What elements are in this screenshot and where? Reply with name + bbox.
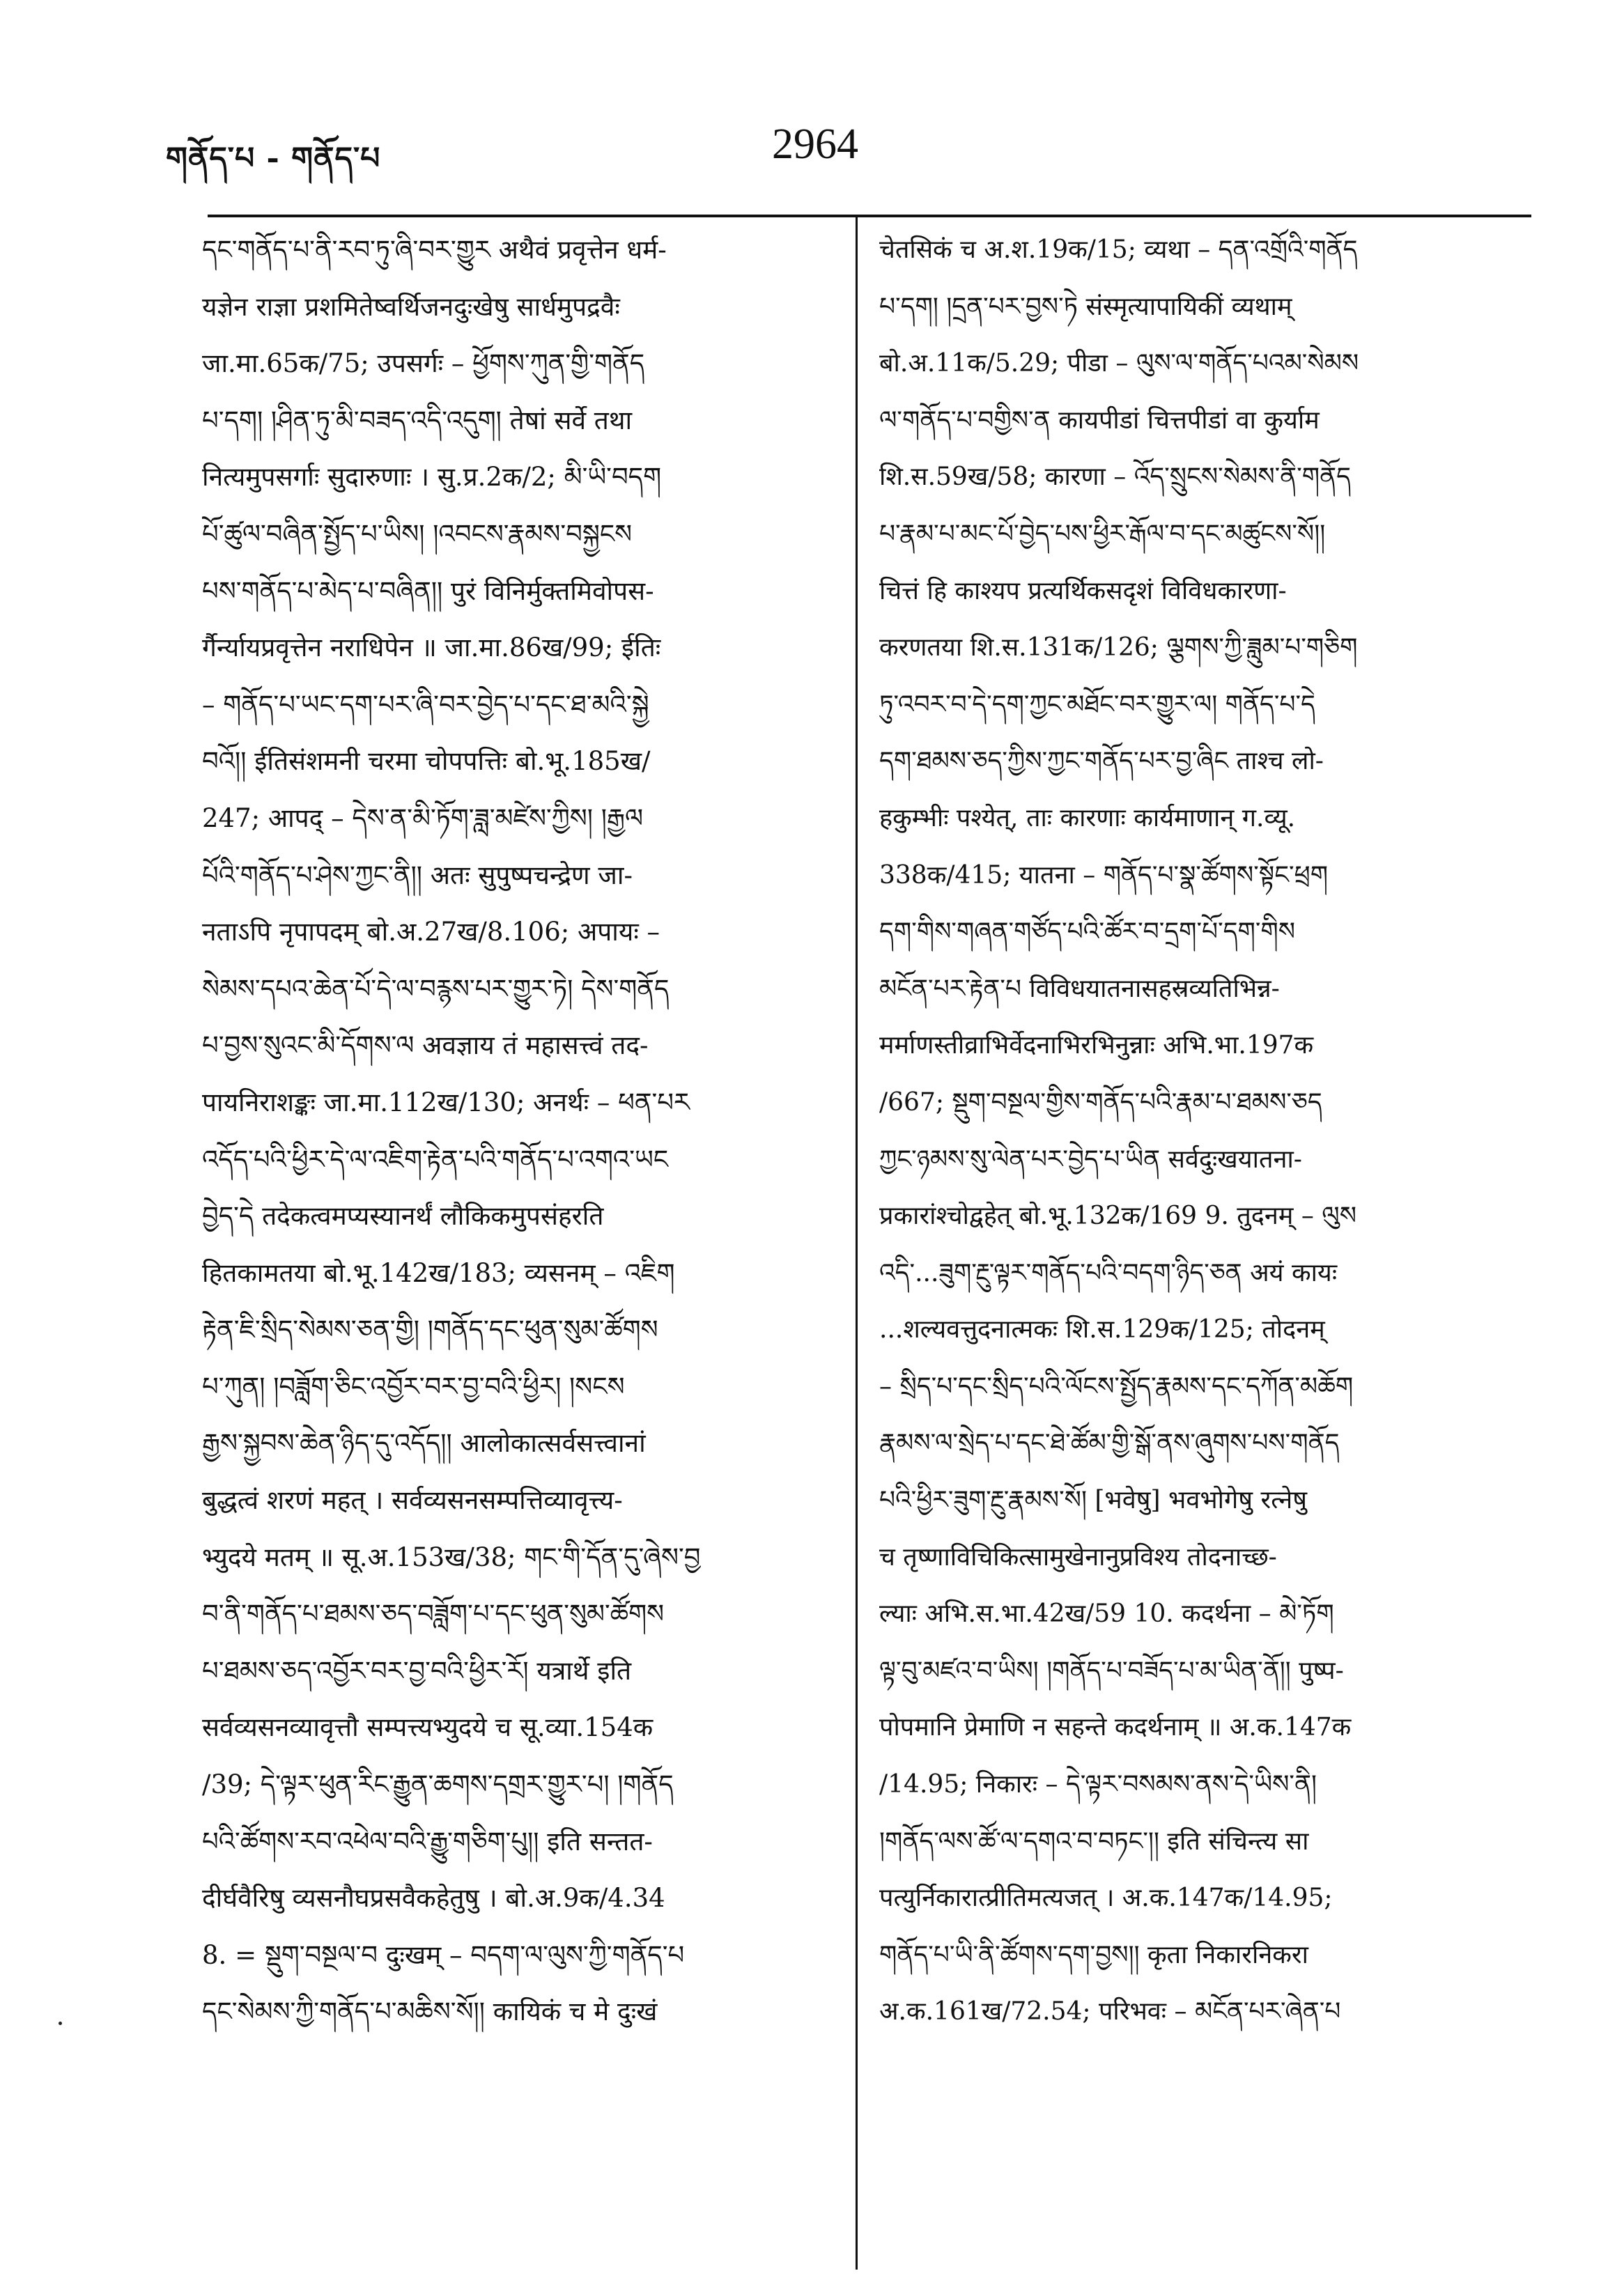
text-line: བ་ནི་གནོད་པ་ཐམས་ཅད་བཟློག་པ་དང་ཕུན་སུམ་ཚོགས [202,1599,665,1629]
text-line: सर्वव्यसनव्यावृत्तौ सम्पत्त्यभ्युदये च सू.व्या.154क [202,1712,654,1743]
text-line: करणतया शि.स.131क/126; ལྕགས་ཀྱི་ཟླུམ་པ་གཅིག [879,633,1358,662]
text-line: རྟེན་ཇི་སྲིད་སེམས་ཅན་གྱི། །གནོད་དང་ཕུན་སུམ་ཚོགས [202,1315,658,1345]
text-line: चित्तं हि काश्यप प्रत्यर्थिकसदृशं विविधकारणा- [879,576,1287,605]
header-rule [208,215,1531,217]
text-line: शि.स.59ख/58; कारणा – འོད་སྲུངས་སེམས་ནི་གནོད [879,463,1351,492]
text-line: जा.मा.65क/75; उपसर्गः – ཕྱོགས་ཀུན་གྱི་གནོད [202,348,645,379]
text-line: རྒྱས་སྐྱབས་ཆེན་ཉིད་དུ་འདོད།། आलोकात्सर्वसत्त्वानां [202,1428,646,1459]
text-line: /667; སྡུག་བསྔལ་གྱིས་གནོད་པའི་རྣམ་པ་ཐམས་ཅད [879,1087,1322,1117]
text-line: पत्युर्निकारात्प्रीतिमत्यजत् । अ.क.147क/14.95; [879,1884,1333,1913]
text-line: ལ་གནོད་པ་བགྱིས་ན कायपीडां चित्तपीडां वा कुर्याम [879,405,1320,435]
text-line: པས་གནོད་པ་མེད་པ་བཞིན།། पुरं विनिर्मुक्तमिवोपस- [202,575,654,606]
text-line: नित्यमुपसर्गाः सुदारुणाः । सु.प्र.2क/2; མི་ཡི་བདག [202,462,662,493]
text-line: ...शल्यवत्तुदनात्मकः शि.स.129क/125; तोदनम् [879,1315,1325,1344]
right-column [879,222,1492,2270]
text-line: གནོད་པ་ཡི་ནི་ཚོགས་དག་བྱས།། कृता निकारनिकरा [879,1940,1308,1969]
text-line: ཀྱང་ཉམས་སུ་ལེན་པར་བྱེད་པ་ཡིན सर्वदुःखयातना- [879,1145,1302,1174]
text-line: च तृष्णाविचिकित्सामुखेनानुप्रविश्य तोदनाच्छ- [879,1542,1277,1572]
text-line: यज्ञेन राज्ञा प्रशमितेष्वर्थिजनदुःखेषु सार्धमुपद्रवैः [202,291,620,322]
text-line: པ་ཐམས་ཅད་འབྱོར་བར་བྱ་བའི་ཕྱིར་རོ། यत्रार्थे इति [202,1655,632,1686]
text-line: པ་བྱས་སུའང་མི་དོགས་ལ अवज्ञाय तं महासत्त्वं तद- [202,1030,649,1061]
text-line: པའི་ཚོགས་རབ་འཕེལ་བའི་རྒྱུ་གཅིག་པུ།། इति सन्तत- [202,1826,653,1856]
text-line: अ.क.161ख/72.54; परिभवः – མངོན་པར་ཞེན་པ [879,1997,1341,2026]
text-line: 8. = སྡུག་བསྔལ་བ दुःखम् – བདག་ལ་ལུས་ཀྱི་གནོད་པ [202,1939,685,1970]
text-line: चेतसिकं च अ.श.19क/15; व्यथा – དན་འགྲོའི་གནོད [879,235,1358,264]
text-line: རྣམས་ལ་སྲེད་པ་དང་ཐེ་ཚོམ་གྱི་སྒོ་ནས་ཞུགས་པས་གནོད [879,1429,1340,1458]
text-line: དག་ཐམས་ཅད་ཀྱིས་ཀྱང་གནོད་པར་བྱ་ཞིང ताश्च लो- [879,747,1324,776]
text-line: དང་གནོད་པ་ནི་རབ་ཏུ་ཞི་བར་གྱུར अथैवं प्रवृत्तेन धर्म- [202,235,667,265]
text-line: དག་གིས་གཞན་གཙོད་པའི་ཚོར་བ་དྲག་པོ་དག་གིས [879,917,1296,947]
text-line: ཏུ་འབར་བ་དེ་དག་ཀྱང་མཐོང་བར་གྱུར་ལ། གནོད་པ་དེ [879,690,1315,719]
text-line: पायनिराशङ्कः जा.मा.112ख/130; अनर्थः – ཕན་པར [202,1087,690,1117]
text-line: བྱེད་དེ तदेकत्वमप्यस्यानर्थं लौकिकमुपसंहरति [202,1201,604,1232]
text-line: – སྲིད་པ་དང་སྲིད་པའི་ལོངས་སྤྱོད་རྣམས་དང་དཀོན་མཆོག [879,1372,1354,1401]
text-line: པོའི་གནོད་པ་ཤེས་ཀྱང་ནི།། अतः सुपुष्पचन्द्रेण जा- [202,860,633,890]
text-line: །གནོད་ལས་ཚོ་ལ་དགའ་བ་བཏང་།། इति संचिन्त्य सा [879,1827,1309,1856]
text-line: ल्याः अभि.स.भा.42ख/59 10. कदर्थना – མེ་ཏོག [879,1599,1334,1629]
text-line: པ་རྣམ་པ་མང་པོ་བྱེད་པས་ཕྱིར་རྒོལ་བ་དང་མཚུངས་སོ།། [879,519,1326,548]
text-line: 247; आपद् – དེས་ན་མི་ཏོག་ཟླ་མཛེས་ཀྱིས། །རྒྱལ [202,803,644,833]
text-line: – གནོད་པ་ཡང་དག་པར་ཞི་བར་བྱེད་པ་དང་ཐ་མའི་སྐྱེ [202,689,649,720]
margin-mark [59,2022,62,2025]
text-line: भ्युदये मतम् ॥ सू.अ.153ख/38; གང་གི་དོན་དུ་ཞེས་བྱ [202,1542,701,1572]
text-line: འདོད་པའི་ཕྱིར་དེ་ལ་འཇིག་རྟེན་པའི་གནོད་པ་འགའ་ཡང [202,1144,669,1174]
text-line: हकुम्भीः पश्येत्, ताः कारणाः कार्यमाणान् ग.व्यू. [879,803,1296,832]
text-line: र्गैर्न्यायप्रवृत्तेन नराधिपेन ॥ जा.मा.86ख/99; ईतिः [202,633,661,663]
text-line: नताऽपि नृपापदम् बो.अ.27ख/8.106; अपायः – [202,917,660,947]
text-line: प्रकारांश्चोद्वहेत् बो.भू.132क/169 9. तुदनम् – ལུས [879,1202,1357,1231]
text-line: बुद्धत्वं शरणं महत् । सर्वव्यसनसम्पत्तिव्यावृत्त्य- [202,1485,623,1516]
column-divider [856,215,858,2270]
text-line: པོ་ཚུལ་བཞིན་སྤྱོད་པ་ཡིས། །འབངས་རྣམས་བསྐྱངས [202,518,633,549]
text-line: པ་ཀུན། །བཟློག་ཅིང་འབྱོར་བར་བྱ་བའི་ཕྱིར། །སངས [202,1371,625,1402]
text-line: हितकामतया बो.भू.142ख/183; व्यसनम् – འཇིག [202,1257,675,1288]
text-line: /39; དེ་ལྟར་ཕུན་རིང་རྒྱུན་ཆགས་དགྲར་གྱུར་པ། །གནོད [202,1769,674,1800]
text-line: दीर्घवैरिषु व्यसनौघप्रसवैकहेतुषु । बो.अ.9क/4.34 [202,1883,665,1914]
text-line: पोपमानि प्रेमाणि न सहन्ते कदर्थनाम् ॥ अ.क.147क [879,1713,1352,1742]
text-line: པ་དག། །ཤིན་ཏུ་མི་བཟད་འདི་འདུག། तेषां सर्वे तथा [202,405,633,435]
page-number: 2964 [772,121,858,168]
text-line: ལྟ་བུ་མཛའ་བ་ཡིས། །གནོད་པ་བཟོད་པ་མ་ཡིན་ནོ།། पुष्प- [879,1656,1344,1685]
text-line: པའི་ཕྱིར་ཟུག་རྔུ་རྣམས་སོ། [भवेषु] भवभोगेषु रत्नेषु [879,1486,1308,1515]
text-line: བའོ།། ईतिसंशमनी चरमा चोपपत्तिः बो.भू.185ख/ [202,746,651,777]
text-line: /14.95; निकारः – དེ་ལྟར་བསམས་ནས་དེ་ཡིས་ནི། [879,1770,1317,1799]
text-line: 338क/415; यातना – གནོད་པ་སྣ་ཚོགས་སྟོང་ཕྲག [879,860,1329,890]
running-head: གནོད་པ - གནོད་པ [166,141,381,176]
text-line: बो.अ.11क/5.29; पीडा – ལུས་ལ་གནོད་པའམ་སེམས [879,349,1359,378]
text-line: སེམས་དཔའ་ཆེན་པོ་དེ་ལ་བརྙས་པར་གྱུར་ཏེ། དེས་གནོད [202,973,670,1004]
text-line: དང་སེམས་ཀྱི་གནོད་པ་མཆིས་སོ།། कायिकं च मे दुःखं [202,1997,658,2027]
left-column [202,222,829,2270]
text-line: མངོན་པར་རྟེན་པ विविधयातनासहस्रव्यतिभिन्न- [879,974,1280,1003]
text-line: मर्माणस्तीव्राभिर्वेदनाभिरभिनुन्नाः अभि.भा.197क [879,1031,1314,1060]
text-line: པ་དག། །དྲན་པར་བྱས་ཏེ संस्मृत्यापायिकीं व्यथाम् [879,292,1292,321]
text-line: འདི་...ཟུག་རྔུ་ལྟར་གནོད་པའི་བདག་ཉིད་ཅན अयं कायः [879,1258,1338,1287]
